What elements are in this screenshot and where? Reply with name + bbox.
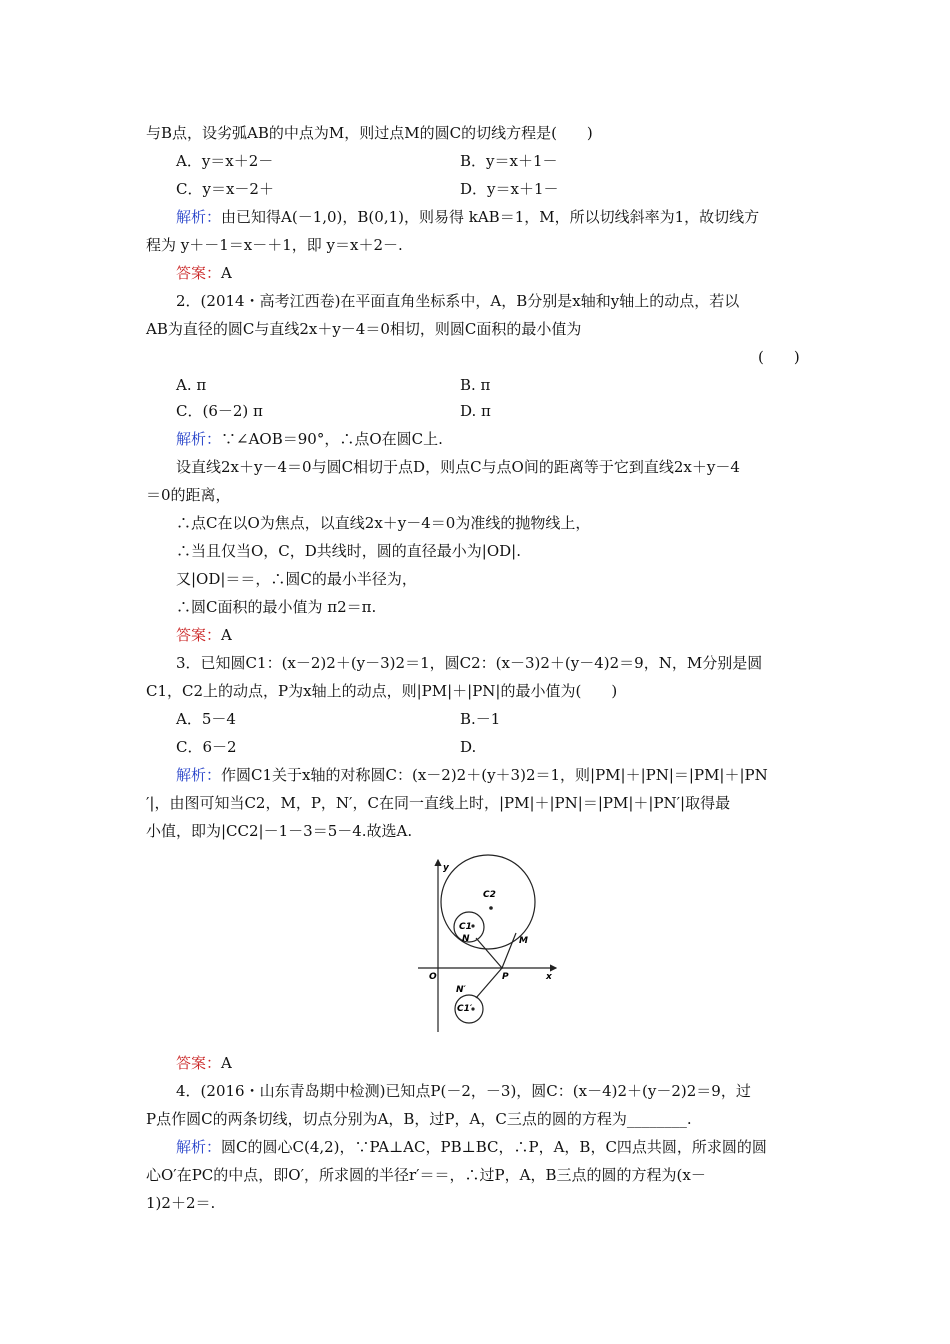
- path-m-p-n: [476, 933, 516, 968]
- p2-solution-line-3: ＝0的距离，: [146, 486, 231, 504]
- answer-label: 答案：: [176, 626, 222, 644]
- p2-solution-line-2: 设直线2x＋y－4＝0与圆C相切于点D，则点C与点O间的距离等于它到直线2x＋y－4: [176, 458, 740, 476]
- p2-solution-line-4: ∴点C在以O为焦点，以直线2x＋y－4＝0为准线的抛物线上，: [176, 514, 591, 532]
- label-o: O: [429, 972, 437, 982]
- solution-label: 解析：: [176, 766, 222, 784]
- p2-stem-line-2: AB为直径的圆C与直线2x＋y－4＝0相切，则圆C面积的最小值为: [146, 320, 582, 338]
- solution-label: 解析：: [176, 1138, 222, 1156]
- p1-stem: 与B点，设劣弧AB的中点为M，则过点M的圆C的切线方程是( ): [146, 124, 593, 142]
- solution-text: 作圆C1关于x轴的对称圆C：(x－2)2＋(y＋3)2＝1，则|PM|＋|PN|＝|PM|＋|PN: [221, 766, 768, 784]
- label-x: x: [546, 972, 552, 982]
- label-y: y: [443, 863, 449, 873]
- p4-solution-line-3: 1)2＋2＝.: [146, 1194, 216, 1212]
- solution-label: 解析：: [176, 208, 222, 226]
- p4-solution-line-2: 心O′在PC的中点，即O′，所求圆的半径r′＝＝，∴过P，A，B三点的圆的方程为(x－: [146, 1166, 706, 1184]
- p2-option-c: C．(6－2) π: [176, 402, 263, 420]
- p3-stem-line-1: 3．已知圆C1：(x－2)2＋(y－3)2＝1，圆C2：(x－3)2＋(y－4)2＝9，N，M分别是圆: [176, 654, 763, 672]
- p1-solution-line-1: [176, 207, 759, 227]
- p3-solution-line-1: [176, 765, 768, 785]
- solution-text: 由已知得A(－1,0)，B(0,1)，则易得 kAB＝1，M，所以切线斜率为1，故切线方: [221, 208, 760, 226]
- label-n-prime: N′: [456, 985, 466, 995]
- label-n: N: [462, 934, 470, 944]
- p3-option-d: D.: [460, 738, 477, 756]
- p2-option-b: B. π: [460, 376, 491, 394]
- p2-solution-line-7: ∴圆C面积的最小值为 π2＝π.: [176, 598, 377, 616]
- segment-p-n-prime: [476, 968, 502, 998]
- p3-option-b: B.－1: [460, 710, 501, 728]
- p2-option-d: D. π: [460, 402, 491, 420]
- solution-label: 解析：: [176, 430, 222, 448]
- p4-stem-line-1: 4．(2016・山东青岛期中检测)已知点P(－2，－3)，圆C：(x－4)2＋(y－2)2＝9，过: [176, 1082, 751, 1100]
- p3-solution-line-3: 小值，即为|CC2|－1－3＝5－4.故选A.: [146, 822, 413, 840]
- p1-answer: [176, 263, 232, 283]
- answer-value: A: [221, 264, 232, 282]
- p4-solution-line-1: [176, 1137, 767, 1157]
- p3-geometry-diagram: [418, 852, 568, 1032]
- p1-option-a: A．y＝x＋2－: [176, 152, 274, 170]
- label-c1-prime: C1′: [457, 1004, 473, 1014]
- p2-answer-bracket: ( ): [758, 348, 800, 366]
- p2-option-a: A. π: [176, 376, 207, 394]
- p3-option-c: C．6－2: [176, 738, 237, 756]
- answer-label: 答案：: [176, 1054, 222, 1072]
- p2-solution-line-1: [176, 429, 443, 449]
- p2-answer: [176, 625, 232, 645]
- p1-option-b: B．y＝x＋1－: [460, 152, 558, 170]
- p3-option-a: A．5－4: [176, 710, 236, 728]
- p1-option-d: D．y＝x＋1－: [460, 180, 559, 198]
- p3-answer: [176, 1053, 232, 1073]
- p2-solution-line-5: ∴当且仅当O，C，D共线时，圆的直径最小为|OD|.: [176, 542, 522, 560]
- p4-stem-line-2: P点作圆C的两条切线，切点分别为A，B，过P，A，C三点的圆的方程为________.: [146, 1110, 692, 1128]
- center-c1-dot: [471, 924, 474, 927]
- label-c2: C2: [483, 890, 496, 900]
- p2-stem-line-1: 2．(2014・高考江西卷)在平面直角坐标系中，A，B分别是x轴和y轴上的动点，若以: [176, 292, 740, 310]
- answer-value: A: [221, 1054, 232, 1072]
- label-p: P: [502, 972, 509, 982]
- p1-option-c: C．y＝x－2＋: [176, 180, 274, 198]
- label-c1: C1: [459, 922, 472, 932]
- circle-c2: [441, 855, 535, 949]
- p3-solution-line-2: ′|，由图可知当C2，M，P，N′，C在同一直线上时，|PM|＋|PN|＝|PM|＋|PN′|取得最: [146, 794, 731, 812]
- p3-stem-line-2: C1，C2上的动点，P为x轴上的动点，则|PM|＋|PN|的最小值为( ): [146, 682, 618, 700]
- solution-text: 圆C的圆心C(4,2)，∵PA⊥AC，PB⊥BC，∴P，A，B，C四点共圆，所求圆的圆: [221, 1138, 767, 1156]
- label-m: M: [519, 936, 528, 946]
- answer-value: A: [221, 626, 232, 644]
- answer-label: 答案：: [176, 264, 222, 282]
- p2-solution-line-6: 又|OD|＝＝，∴圆C的最小半径为，: [176, 570, 417, 588]
- center-c2-dot: [489, 906, 493, 910]
- p1-solution-line-2: 程为 y＋－1＝x－＋1，即 y＝x＋2－.: [146, 236, 403, 254]
- solution-text: ∵∠AOB＝90°，∴点O在圆C上.: [221, 430, 443, 448]
